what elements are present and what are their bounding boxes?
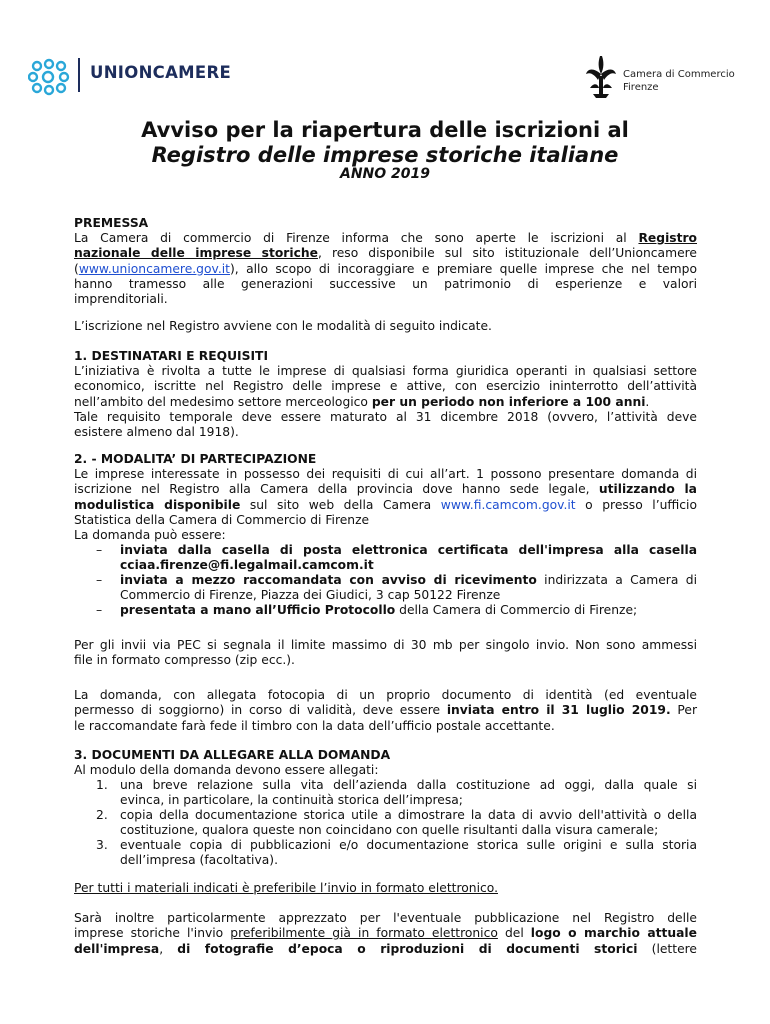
section2-line-5: La domanda può essere: <box>74 528 226 543</box>
section1-paragraph <box>74 364 697 440</box>
section2-line-1: Le imprese interessate in possesso dei requisiti di cui all’art. 1 possono presentare domanda di <box>74 467 697 481</box>
section1-line-3: nell’ambito del medesimo settore merceologico per un periodo non inferiore a 100 anni. <box>74 394 650 409</box>
bullet-pec: inviata dalla casella di posta elettronica certificata dell'impresa alla casella cciaa.firenze@fi.legalmail.camcom.it <box>120 543 697 573</box>
registry-link-cont[interactable]: nazionale delle imprese storiche <box>74 246 318 261</box>
pec-address[interactable]: cciaa.firenze@fi.legalmail.camcom.it <box>120 558 374 573</box>
list-item-number: 3. <box>96 838 108 852</box>
section2-heading: 2. - MODALITA’ DI PARTECIPAZIONE <box>74 452 317 466</box>
section2-paragraph <box>74 467 697 543</box>
bullet-dash: – <box>96 603 103 617</box>
section3-intro: Al modulo della domanda devono essere allegati: <box>74 763 379 777</box>
section3-heading: 3. DOCUMENTI DA ALLEGARE ALLA DOMANDA <box>74 748 391 762</box>
list-item-number: 2. <box>96 808 108 822</box>
document-year: ANNO 2019 <box>339 166 430 182</box>
section2-line-4: Statistica della Camera di Commercio di Firenze <box>74 512 370 527</box>
list-item-number: 1. <box>96 778 108 792</box>
section1-heading: 1. DESTINATARI E REQUISITI <box>74 349 269 363</box>
deadline-paragraph: La domanda, con allegata fotocopia di un proprio documento di identità (ed eventuale permesso di soggiorno) in corso di validità, deve essere inviata entro il 31 luglio 2019. Per le raccomandate farà fede il timbro con la data dell’ufficio postale accettante. <box>74 688 697 733</box>
section1-line-2: economico, iscritte nel Registro delle imprese e attive, con esercizio ininterrotto dell’attività <box>74 379 697 394</box>
unioncamere-logo-text: UNIONCAMERE <box>90 63 232 82</box>
section2-line-2: iscrizione nel Registro alla Camera della provincia dove hanno sede legale, utilizzando la <box>74 482 697 497</box>
chamber-logo-line1: Camera di Commercio <box>623 69 735 80</box>
premessa-heading: PREMESSA <box>74 216 149 230</box>
section1-line-1: L’iniziativa è rivolta a tutte le imprese di qualsiasi forma giuridica operanti in qualsiasi settore <box>74 364 697 378</box>
section2-line-3: modulistica disponibile sul sito web della Camera www.fi.camcom.gov.it o presso l’ufficio <box>74 497 697 512</box>
chamber-logo-line2: Firenze <box>623 82 659 93</box>
premessa-line-3: (www.unioncamere.gov.it), allo scopo di incoraggiare e premiare quelle imprese che nel tempo <box>74 261 697 276</box>
premessa-line-5: imprenditoriali. <box>74 292 168 307</box>
registry-link[interactable]: Registro <box>638 231 697 245</box>
camcom-link[interactable]: www.fi.camcom.gov.it <box>440 497 576 512</box>
logo-divider <box>78 58 80 92</box>
list-item: una breve relazione sulla vita dell’azienda dalla costituzione ad oggi, dalla quale si evinca, in particolare, la continuità storica dell’impresa; <box>120 778 697 808</box>
premessa-paragraph <box>74 231 697 307</box>
premessa-note: L’iscrizione nel Registro avviene con le modalità di seguito indicate. <box>74 319 492 333</box>
bullet-dash: – <box>96 543 103 557</box>
premessa-line-2: nazionale delle imprese storiche, reso disponibile sul sito istituzionale dell’Unioncamere <box>74 246 697 261</box>
premessa-line-1: La Camera di commercio di Firenze informa che sono aperte le iscrizioni al Registro <box>74 231 697 245</box>
premessa-line-4: hanno tramesso alle generazioni successive un patrimonio di esperienze e valori <box>74 276 697 291</box>
bullet-protocollo: presentata a mano all’Ufficio Protocollo della Camera di Commercio di Firenze; <box>120 603 638 617</box>
document-title: Avviso per la riapertura delle iscrizioni al <box>141 118 629 142</box>
list-item: copia della documentazione storica utile a dimostrare la data di avvio dell'attività o della costituzione, qualora queste non coincidano con quelle risultanti dalla visura camerale; <box>120 808 697 838</box>
document-subtitle: Registro delle imprese storiche italiane <box>151 143 619 167</box>
pec-note: Per gli invii via PEC si segnala il limite massimo di 30 mb per singolo invio. Non sono ammessi file in formato compresso (zip ecc.). <box>74 638 697 668</box>
unioncamere-link[interactable]: www.unioncamere.gov.it <box>78 261 230 276</box>
section1-line-4: Tale requisito temporale deve essere maturato al 31 dicembre 2018 (ovvero, l’attività deve <box>74 409 697 424</box>
bullet-dash: – <box>96 573 103 587</box>
section1-line-5: esistere almeno dal 1918). <box>74 425 239 440</box>
closing-paragraph: Sarà inoltre particolarmente apprezzato per l'eventuale pubblicazione nel Registro delle imprese storiche l'invio preferibilmente già in formato elettronico del logo o marchio attuale dell'impresa, di fotografie d’epoca o riproduzioni di documenti storici (lettere <box>74 911 697 956</box>
list-item: eventuale copia di pubblicazioni e/o documentazione storica sulle origini e sulla storia dell’impresa (facoltativa). <box>120 838 697 868</box>
electronic-preference-note: Per tutti i materiali indicati è preferibile l’invio in formato elettronico. <box>74 881 498 895</box>
bullet-raccomandata: inviata a mezzo raccomandata con avviso di ricevimento indirizzata a Camera di Commercio di Firenze, Piazza dei Giudici, 3 cap 50122 Firenze <box>120 573 697 603</box>
